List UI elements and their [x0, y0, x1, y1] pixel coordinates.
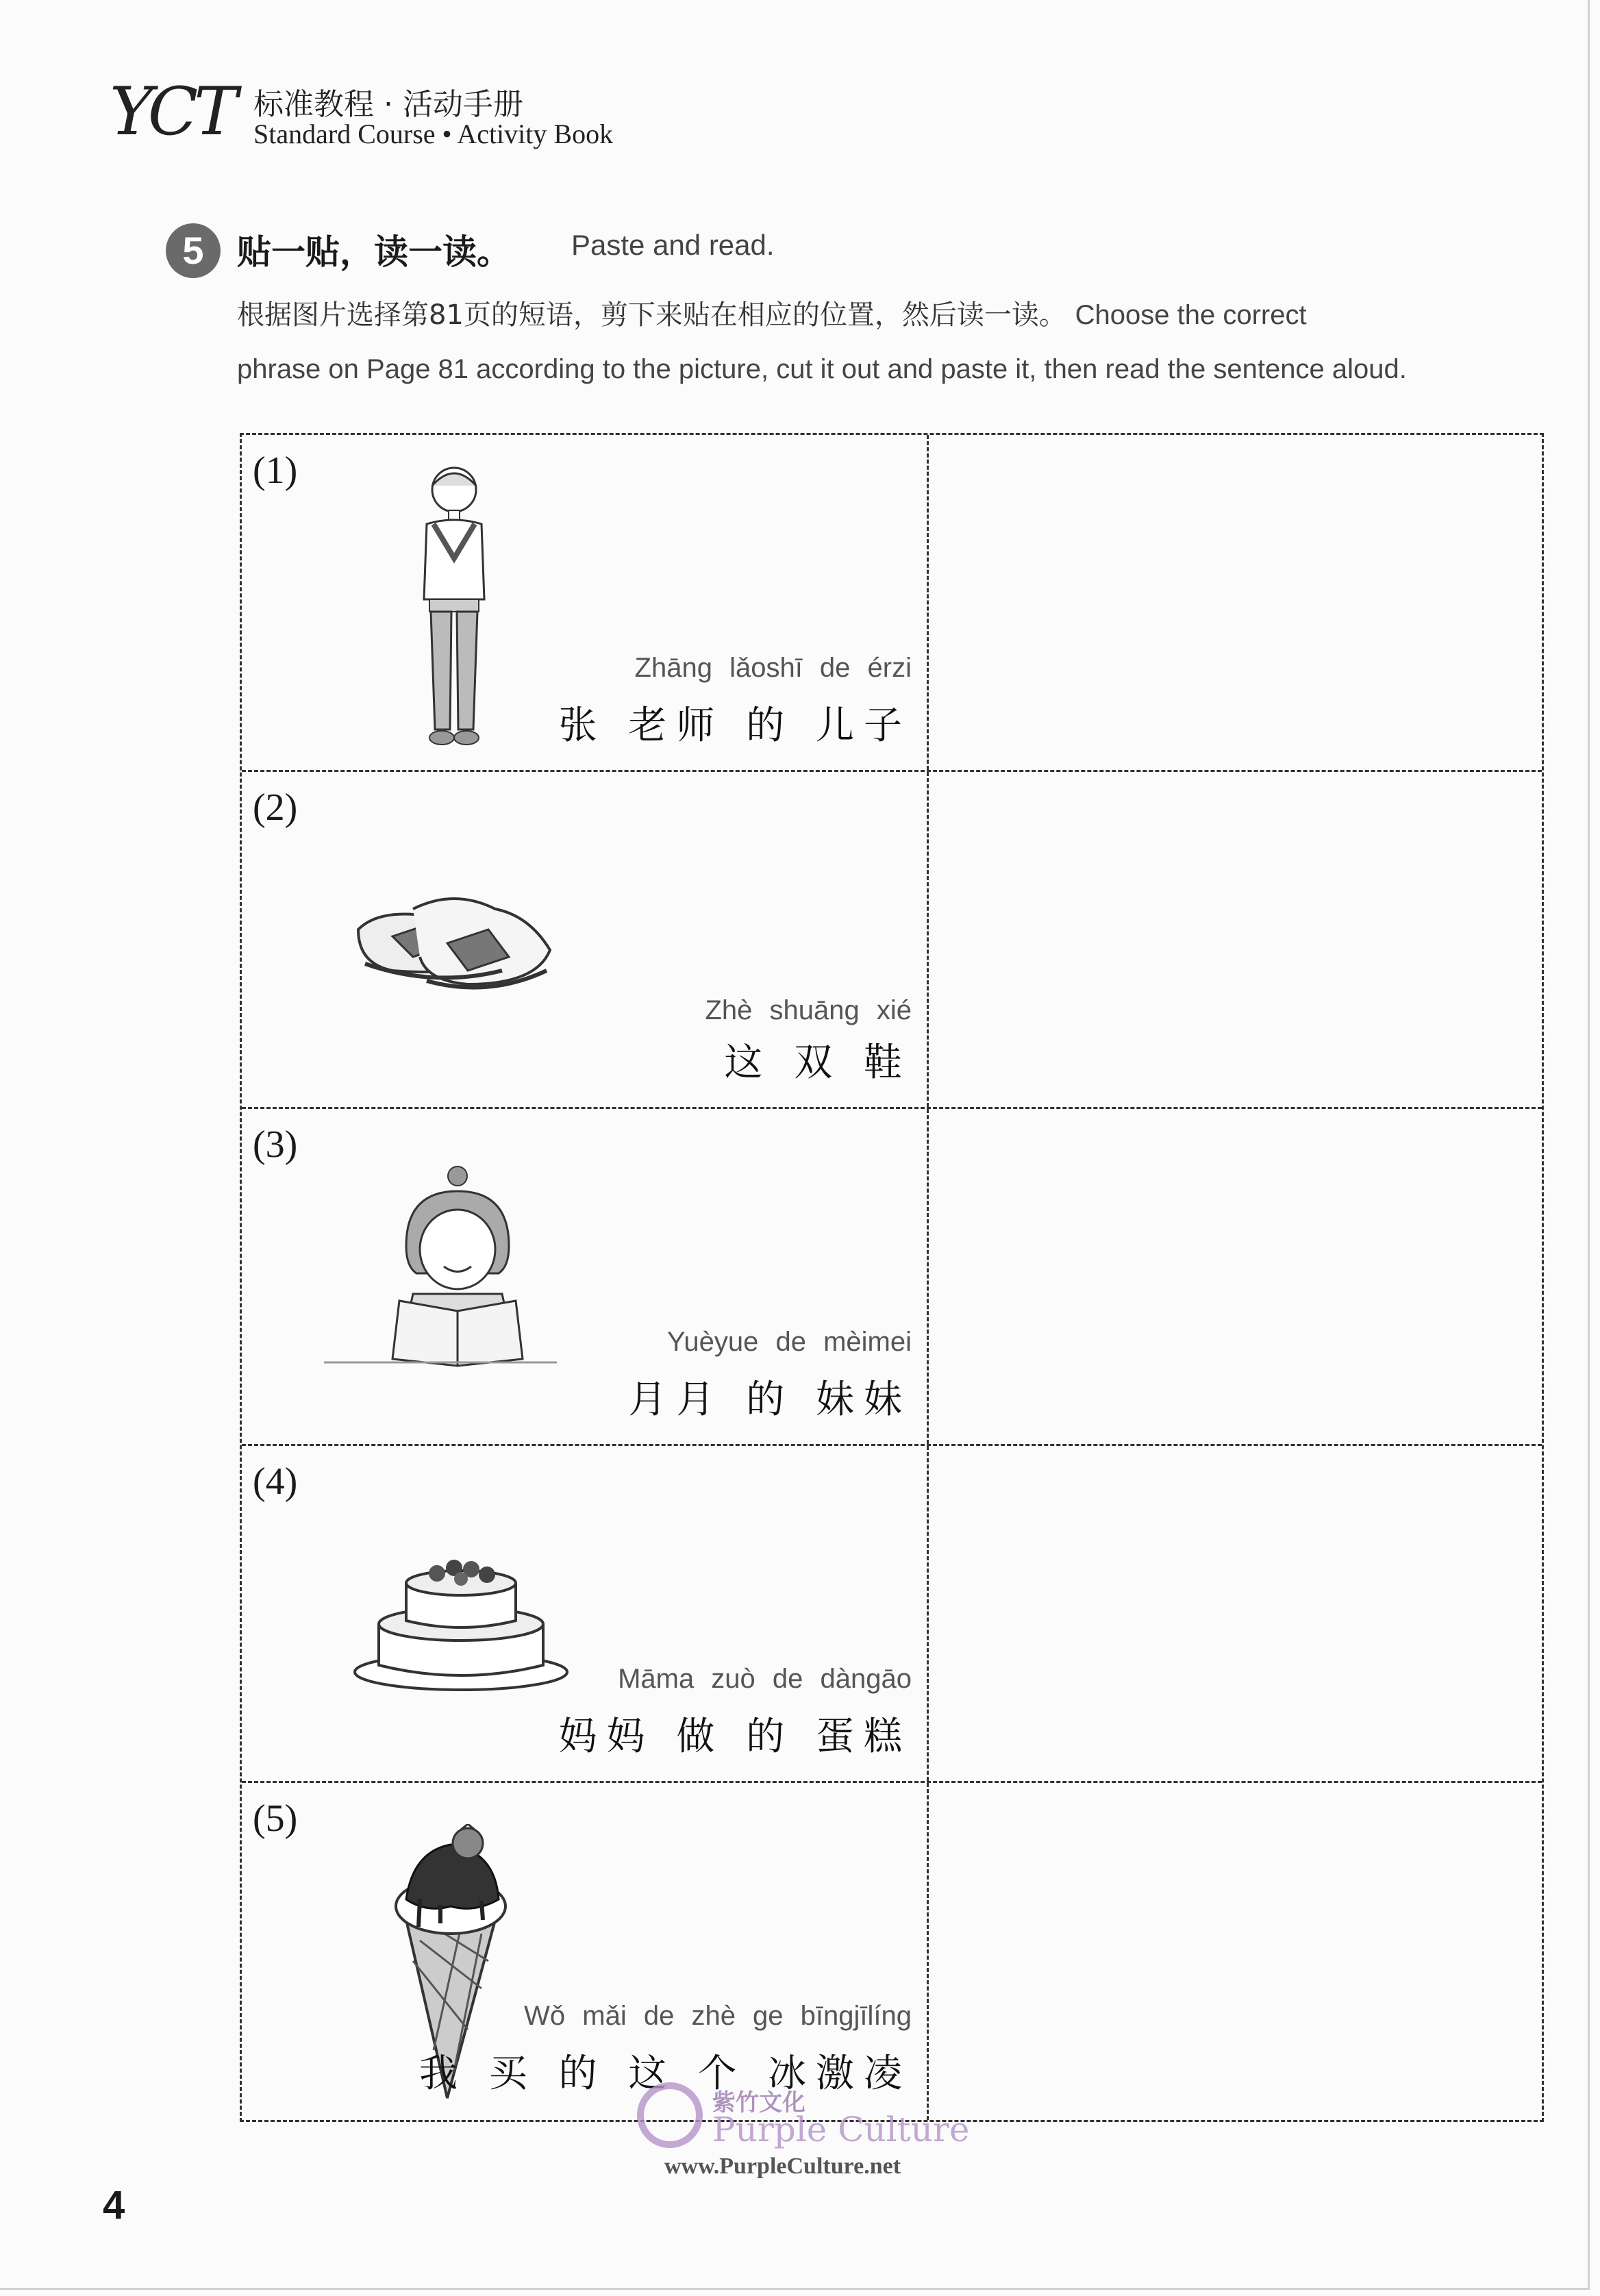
exercise-title-en: Paste and read. [571, 229, 775, 261]
pinyin-label: Zhè shuāng xié [705, 995, 912, 1025]
pinyin-label: Wǒ mǎi de zhè ge bīngjīlíng [524, 2001, 912, 2031]
instruction-line-1 [237, 293, 1552, 332]
watermark-brand: Purple Culture [712, 2110, 970, 2149]
instruction-en-part2: phrase on Page 81 according to the picture, cut it out and paste it, then read the sentence aloud. [237, 354, 1407, 384]
grid-row [242, 1109, 1542, 1446]
paste-grid [240, 433, 1544, 2122]
hanzi-label: 月月 的 妹妹 [628, 1377, 912, 1422]
exercise-title-cn: 贴一贴，读一读。 [237, 232, 511, 272]
grid-row [242, 435, 1542, 772]
hanzi-label: 这 双 鞋 [724, 1040, 912, 1085]
purple-culture-logo-icon [637, 2082, 703, 2148]
hanzi-label: 张 老师 的 儿子 [558, 703, 912, 748]
header-title-cn: 标准教程 · 活动手册 [253, 87, 523, 122]
item-number: (2) [253, 786, 298, 829]
exercise-number-badge: 5 [166, 223, 221, 278]
page-number: 4 [103, 2183, 125, 2228]
cell-divider [927, 772, 929, 1107]
watermark-url: www.PurpleCulture.net [664, 2154, 901, 2179]
item-number: (5) [253, 1797, 298, 1840]
grid-row [242, 772, 1542, 1109]
instruction-en-part1: Choose the correct [1075, 300, 1307, 330]
grid-row [242, 1783, 1542, 2120]
pinyin-label: Māma zuò de dàngāo [618, 1664, 912, 1694]
cell-divider [927, 435, 929, 770]
watermark-cn: 紫竹文化 [712, 2089, 805, 2117]
girl-reading-icon [324, 1164, 557, 1369]
yct-logo: YCT [110, 73, 234, 150]
pinyin-label: Zhāng lǎoshī de érzi [634, 653, 912, 683]
item-number: (3) [253, 1123, 298, 1166]
boy-icon [413, 456, 495, 757]
cell-divider [927, 1783, 929, 2120]
instruction-cn: 根据图片选择第81页的短语，剪下来贴在相应的位置，然后读一读。 [237, 299, 1066, 331]
cell-divider [927, 1109, 929, 1444]
cake-icon [351, 1549, 571, 1693]
hanzi-label: 我 买 的 这 个 冰激凌 [418, 2051, 912, 2096]
item-number: (1) [253, 449, 298, 492]
instruction-line-2 [237, 353, 1552, 385]
shoes-icon [351, 868, 557, 1005]
cell-divider [927, 1446, 929, 1781]
item-number: (4) [253, 1460, 298, 1503]
grid-row [242, 1446, 1542, 1783]
watermark [637, 2082, 970, 2185]
hanzi-label: 妈妈 做 的 蛋糕 [558, 1714, 912, 1759]
header-title-en: Standard Course • Activity Book [253, 118, 614, 149]
pinyin-label: Yuèyue de mèimei [666, 1327, 912, 1357]
